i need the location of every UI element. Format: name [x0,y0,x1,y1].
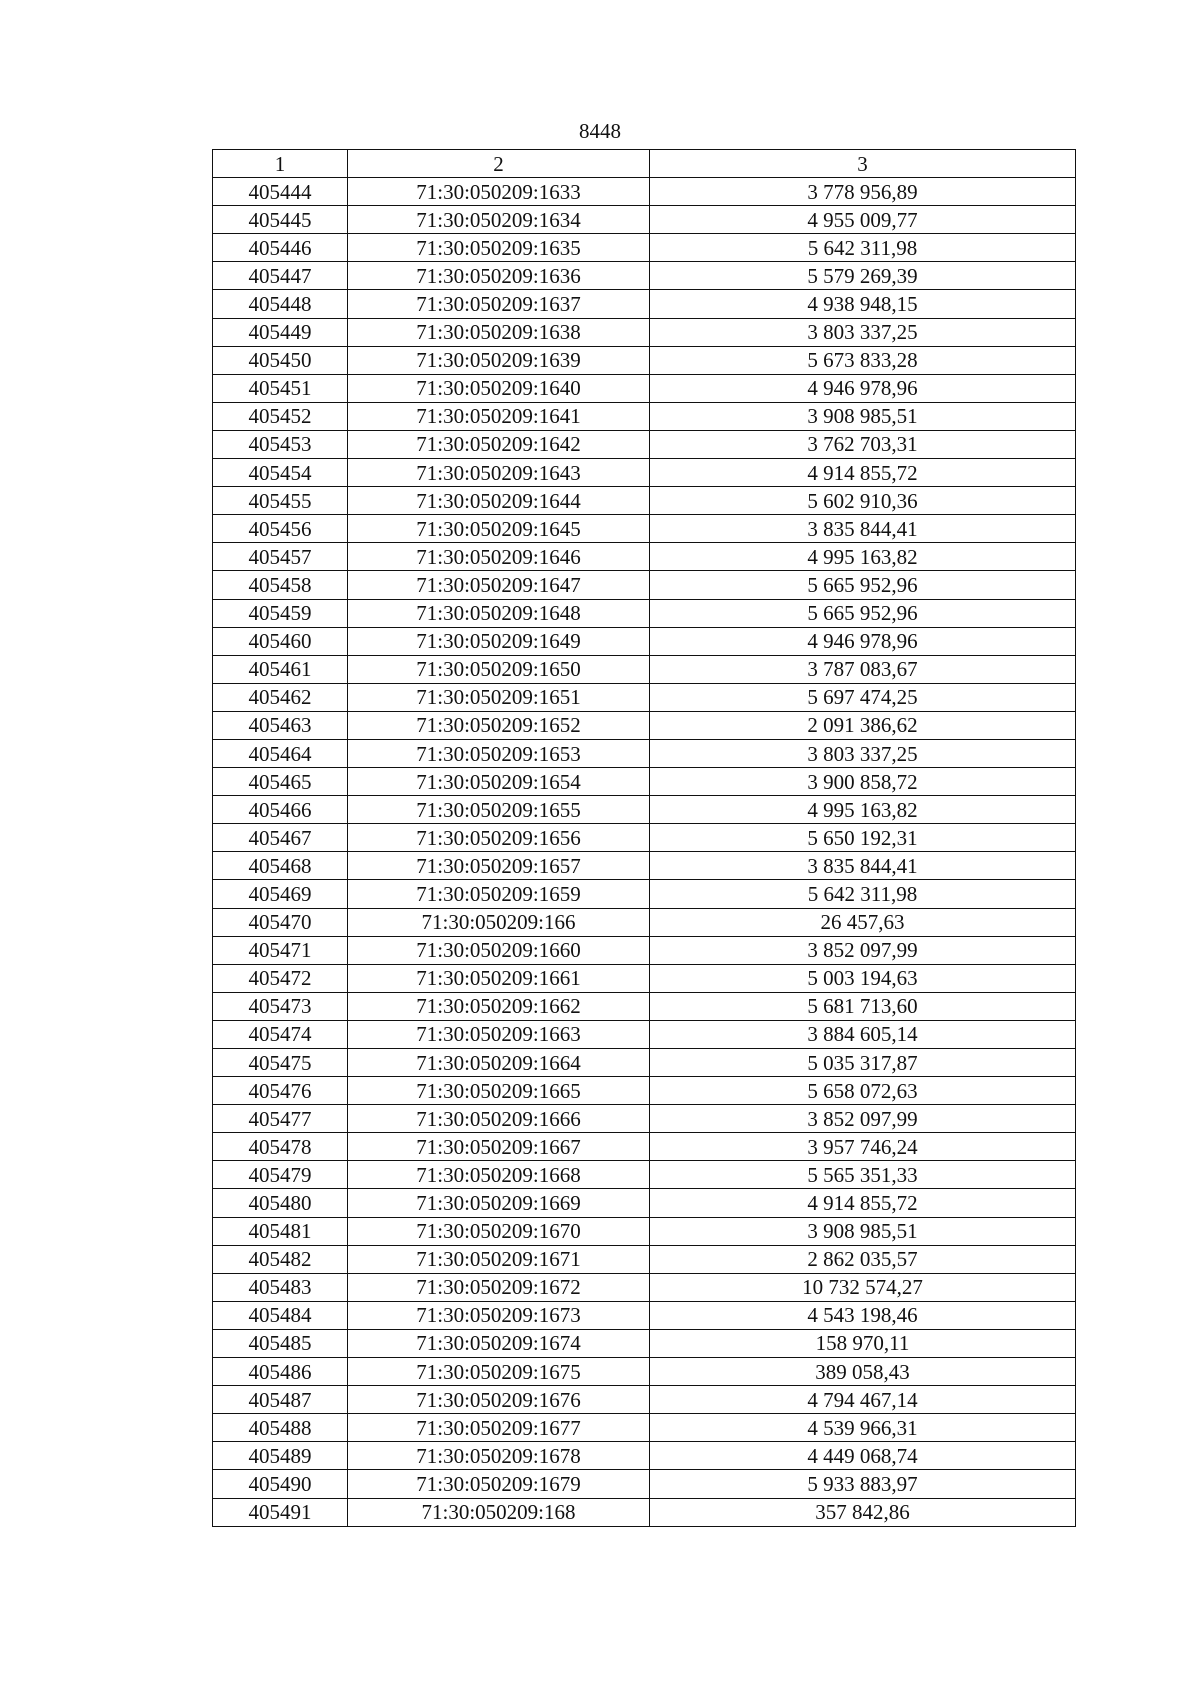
table-row [213,1386,1076,1414]
value-cell: 5 642 311,98 [650,880,1076,908]
table-row [213,1498,1076,1526]
row-number-cell: 405469 [213,880,348,908]
row-number-cell: 405451 [213,374,348,402]
row-number-cell: 405460 [213,627,348,655]
table-row [213,1358,1076,1386]
value-cell: 3 957 746,24 [650,1133,1076,1161]
table-row [213,655,1076,683]
cadastral-number-cell: 71:30:050209:1664 [348,1049,650,1077]
table-row [213,964,1076,992]
cadastral-number-cell: 71:30:050209:1646 [348,543,650,571]
table-row [213,711,1076,739]
value-cell: 2 091 386,62 [650,711,1076,739]
table-row [213,1189,1076,1217]
value-cell: 5 642 311,98 [650,234,1076,262]
value-cell: 3 803 337,25 [650,318,1076,346]
row-number-cell: 405472 [213,964,348,992]
row-number-cell: 405448 [213,290,348,318]
cadastral-number-cell: 71:30:050209:1653 [348,739,650,767]
table-row [213,571,1076,599]
value-cell: 158 970,11 [650,1329,1076,1357]
row-number-cell: 405487 [213,1386,348,1414]
value-cell: 3 852 097,99 [650,936,1076,964]
table-row [213,599,1076,627]
value-cell: 3 778 956,89 [650,178,1076,206]
row-number-cell: 405464 [213,739,348,767]
cadastral-number-cell: 71:30:050209:1633 [348,178,650,206]
table-row [213,936,1076,964]
row-number-cell: 405485 [213,1329,348,1357]
row-number-cell: 405450 [213,346,348,374]
table-body [213,178,1076,1527]
row-number-cell: 405445 [213,206,348,234]
row-number-cell: 405488 [213,1414,348,1442]
row-number-cell: 405449 [213,318,348,346]
cadastral-number-cell: 71:30:050209:1654 [348,768,650,796]
cadastral-number-cell: 71:30:050209:1652 [348,711,650,739]
cadastral-number-cell: 71:30:050209:1641 [348,402,650,430]
value-cell: 4 794 467,14 [650,1386,1076,1414]
value-cell: 26 457,63 [650,908,1076,936]
value-cell: 5 035 317,87 [650,1049,1076,1077]
cadastral-number-cell: 71:30:050209:1657 [348,852,650,880]
table-row [213,487,1076,515]
table-row [213,1020,1076,1048]
table-row [213,739,1076,767]
cadastral-number-cell: 71:30:050209:1635 [348,234,650,262]
cadastral-number-cell: 71:30:050209:1672 [348,1273,650,1301]
cadastral-number-cell: 71:30:050209:1659 [348,880,650,908]
cadastral-number-cell: 71:30:050209:1671 [348,1245,650,1273]
cadastral-number-cell: 71:30:050209:1678 [348,1442,650,1470]
column-header-3: 3 [650,150,1076,178]
data-table [212,149,1076,1527]
row-number-cell: 405481 [213,1217,348,1245]
value-cell: 5 602 910,36 [650,487,1076,515]
row-number-cell: 405454 [213,459,348,487]
cadastral-number-cell: 71:30:050209:1679 [348,1470,650,1498]
cadastral-number-cell: 71:30:050209:1667 [348,1133,650,1161]
row-number-cell: 405491 [213,1498,348,1526]
row-number-cell: 405455 [213,487,348,515]
value-cell: 3 908 985,51 [650,1217,1076,1245]
row-number-cell: 405466 [213,796,348,824]
table-row [213,543,1076,571]
value-cell: 3 803 337,25 [650,739,1076,767]
cadastral-number-cell: 71:30:050209:1649 [348,627,650,655]
table-row [213,1470,1076,1498]
value-cell: 5 697 474,25 [650,683,1076,711]
table-row [213,1245,1076,1273]
cadastral-number-cell: 71:30:050209:1666 [348,1105,650,1133]
table-row [213,908,1076,936]
table-row [213,178,1076,206]
value-cell: 3 884 605,14 [650,1020,1076,1048]
row-number-cell: 405467 [213,824,348,852]
row-number-cell: 405456 [213,515,348,543]
row-number-cell: 405458 [213,571,348,599]
cadastral-number-cell: 71:30:050209:1640 [348,374,650,402]
value-cell: 3 908 985,51 [650,402,1076,430]
value-cell: 4 995 163,82 [650,543,1076,571]
value-cell: 357 842,86 [650,1498,1076,1526]
table-row [213,1105,1076,1133]
cadastral-number-cell: 71:30:050209:1638 [348,318,650,346]
row-number-cell: 405470 [213,908,348,936]
value-cell: 3 835 844,41 [650,515,1076,543]
value-cell: 10 732 574,27 [650,1273,1076,1301]
row-number-cell: 405478 [213,1133,348,1161]
cadastral-number-cell: 71:30:050209:1642 [348,430,650,458]
value-cell: 3 762 703,31 [650,430,1076,458]
cadastral-number-cell: 71:30:050209:1650 [348,655,650,683]
cadastral-number-cell: 71:30:050209:168 [348,1498,650,1526]
table-row [213,683,1076,711]
table-row [213,1161,1076,1189]
value-cell: 5 650 192,31 [650,824,1076,852]
value-cell: 5 658 072,63 [650,1077,1076,1105]
value-cell: 4 449 068,74 [650,1442,1076,1470]
table-row [213,374,1076,402]
value-cell: 4 955 009,77 [650,206,1076,234]
row-number-cell: 405476 [213,1077,348,1105]
cadastral-number-cell: 71:30:050209:1673 [348,1301,650,1329]
row-number-cell: 405462 [213,683,348,711]
row-number-cell: 405490 [213,1470,348,1498]
row-number-cell: 405465 [213,768,348,796]
value-cell: 5 673 833,28 [650,346,1076,374]
row-number-cell: 405453 [213,430,348,458]
cadastral-number-cell: 71:30:050209:1662 [348,992,650,1020]
table-row [213,1414,1076,1442]
cadastral-number-cell: 71:30:050209:1648 [348,599,650,627]
row-number-cell: 405480 [213,1189,348,1217]
row-number-cell: 405459 [213,599,348,627]
cadastral-number-cell: 71:30:050209:166 [348,908,650,936]
cadastral-number-cell: 71:30:050209:1643 [348,459,650,487]
table-row [213,796,1076,824]
row-number-cell: 405461 [213,655,348,683]
row-number-cell: 405473 [213,992,348,1020]
cadastral-number-cell: 71:30:050209:1660 [348,936,650,964]
row-number-cell: 405468 [213,852,348,880]
cadastral-number-cell: 71:30:050209:1661 [348,964,650,992]
value-cell: 5 681 713,60 [650,992,1076,1020]
cadastral-number-cell: 71:30:050209:1634 [348,206,650,234]
table-row [213,1049,1076,1077]
table-row [213,824,1076,852]
table-row [213,852,1076,880]
cadastral-number-cell: 71:30:050209:1655 [348,796,650,824]
cadastral-number-cell: 71:30:050209:1677 [348,1414,650,1442]
table-row [213,1301,1076,1329]
value-cell: 3 835 844,41 [650,852,1076,880]
cadastral-number-cell: 71:30:050209:1668 [348,1161,650,1189]
table-row [213,459,1076,487]
table-row [213,402,1076,430]
value-cell: 389 058,43 [650,1358,1076,1386]
row-number-cell: 405484 [213,1301,348,1329]
value-cell: 5 933 883,97 [650,1470,1076,1498]
cadastral-number-cell: 71:30:050209:1669 [348,1189,650,1217]
value-cell: 4 995 163,82 [650,796,1076,824]
table-row [213,346,1076,374]
value-cell: 3 852 097,99 [650,1105,1076,1133]
row-number-cell: 405477 [213,1105,348,1133]
value-cell: 2 862 035,57 [650,1245,1076,1273]
table-row [213,290,1076,318]
cadastral-number-cell: 71:30:050209:1675 [348,1358,650,1386]
value-cell: 4 946 978,96 [650,627,1076,655]
value-cell: 5 665 952,96 [650,599,1076,627]
row-number-cell: 405474 [213,1020,348,1048]
row-number-cell: 405475 [213,1049,348,1077]
value-cell: 5 565 351,33 [650,1161,1076,1189]
value-cell: 4 543 198,46 [650,1301,1076,1329]
cadastral-number-cell: 71:30:050209:1639 [348,346,650,374]
cadastral-number-cell: 71:30:050209:1651 [348,683,650,711]
row-number-cell: 405444 [213,178,348,206]
table-row [213,1133,1076,1161]
row-number-cell: 405447 [213,262,348,290]
table-row [213,1077,1076,1105]
cadastral-number-cell: 71:30:050209:1644 [348,487,650,515]
cadastral-number-cell: 71:30:050209:1645 [348,515,650,543]
value-cell: 3 900 858,72 [650,768,1076,796]
cadastral-number-cell: 71:30:050209:1676 [348,1386,650,1414]
cadastral-number-cell: 71:30:050209:1637 [348,290,650,318]
value-cell: 4 914 855,72 [650,1189,1076,1217]
table-row [213,262,1076,290]
value-cell: 4 539 966,31 [650,1414,1076,1442]
cadastral-number-cell: 71:30:050209:1647 [348,571,650,599]
row-number-cell: 405479 [213,1161,348,1189]
table-row [213,1217,1076,1245]
row-number-cell: 405457 [213,543,348,571]
cadastral-number-cell: 71:30:050209:1636 [348,262,650,290]
column-header-1: 1 [213,150,348,178]
table-row [213,627,1076,655]
cadastral-number-cell: 71:30:050209:1665 [348,1077,650,1105]
table-row [213,318,1076,346]
value-cell: 5 579 269,39 [650,262,1076,290]
cadastral-number-cell: 71:30:050209:1674 [348,1329,650,1357]
row-number-cell: 405452 [213,402,348,430]
row-number-cell: 405446 [213,234,348,262]
row-number-cell: 405489 [213,1442,348,1470]
cadastral-number-cell: 71:30:050209:1663 [348,1020,650,1048]
table-row [213,992,1076,1020]
table-row [213,768,1076,796]
table-row [213,1329,1076,1357]
row-number-cell: 405483 [213,1273,348,1301]
table-header [213,150,1076,178]
page-number: 8448 [579,119,621,143]
value-cell: 5 003 194,63 [650,964,1076,992]
table-row [213,430,1076,458]
table-row [213,206,1076,234]
cadastral-number-cell: 71:30:050209:1670 [348,1217,650,1245]
table-row [213,234,1076,262]
table-row [213,515,1076,543]
value-cell: 4 914 855,72 [650,459,1076,487]
table-row [213,1273,1076,1301]
cadastral-number-cell: 71:30:050209:1656 [348,824,650,852]
header-row [213,150,1076,178]
value-cell: 5 665 952,96 [650,571,1076,599]
row-number-cell: 405486 [213,1358,348,1386]
table-row [213,1442,1076,1470]
row-number-cell: 405471 [213,936,348,964]
value-cell: 4 938 948,15 [650,290,1076,318]
value-cell: 3 787 083,67 [650,655,1076,683]
row-number-cell: 405463 [213,711,348,739]
column-header-2: 2 [348,150,650,178]
table-row [213,880,1076,908]
value-cell: 4 946 978,96 [650,374,1076,402]
row-number-cell: 405482 [213,1245,348,1273]
